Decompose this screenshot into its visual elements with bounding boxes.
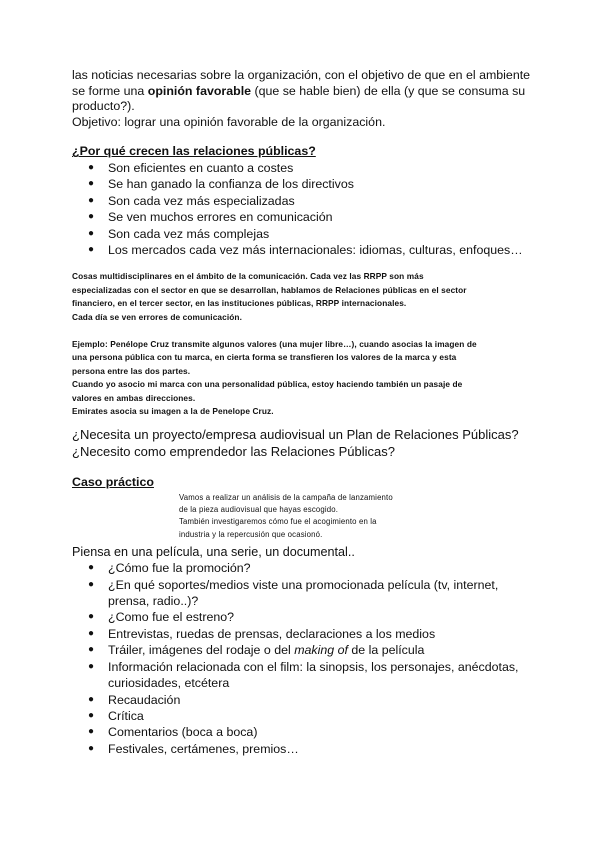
list-item: ● ¿Como fue el estreno? xyxy=(88,610,235,625)
bullet-icon: ● xyxy=(88,227,95,239)
bullet-icon: ● xyxy=(88,211,95,223)
intro-objective: Objetivo: lograr una opinión favorable de la organización. xyxy=(72,114,386,129)
bullet-icon: ● xyxy=(88,627,95,639)
bullet-icon: ● xyxy=(88,244,95,255)
bold-phrase: opinión favorable xyxy=(147,83,252,98)
bullet-icon: ● xyxy=(88,644,95,656)
list-item: ● ¿Cómo fue la promoción? xyxy=(88,561,251,576)
bullet-icon: ● xyxy=(88,178,95,190)
list-item: ● Comentarios (boca a boca) xyxy=(88,725,258,740)
case-bullet-list xyxy=(72,560,532,757)
list-item: ● Son cada vez más complejas xyxy=(88,226,270,241)
list-item: ● Información relacionada con el film: la sinopsis, los personajes, anécdotas, xyxy=(88,659,519,674)
bullet-icon: ● xyxy=(88,562,95,574)
case-caption: Vamos a realizar un análisis de la campaña de lanzamiento de la pieza audiovisual que hayas escogido. También investigaremos cómo fue el acogimiento en la industria y la repercusión que ocasionó. xyxy=(179,492,393,539)
list-item: ● Son eficientes en cuanto a costes xyxy=(88,160,294,175)
bullet-icon: ● xyxy=(88,742,95,754)
bullet-icon: ● xyxy=(88,693,95,705)
list-item: ● Los mercados cada vez más internacionales: idiomas, culturas, enfoques… xyxy=(88,243,523,257)
bullet-icon: ● xyxy=(88,611,95,623)
list-item: ● Recaudación xyxy=(88,692,181,707)
bullet-icon: ● xyxy=(88,578,95,590)
list-item-continuation: prensa, radio..)? xyxy=(108,594,199,609)
section-title-case: Caso práctico xyxy=(72,475,154,490)
intro-line-1: las noticias necesarias sobre la organización, con el objetivo de que en el ambiente xyxy=(72,68,531,82)
bullet-icon: ● xyxy=(88,194,95,206)
list-item: ● Crítica xyxy=(88,708,144,723)
note-multidisciplinary: Cosas multidisciplinares en el ámbito de la comunicación. Cada vez las RRPP son más especializadas con el sector en que se desarrollan, hablamos de Relaciones públicas en el sector financiero, en el tercer sector, en las instituciones públicas, RRPP internacionales. Cada día se ven errores de comunicación. xyxy=(72,271,467,322)
section-title-why: ¿Por qué crecen las relaciones públicas? xyxy=(72,144,316,159)
intro-line-2: se forme una opinión favorable (que se hable bien) de ella (y que se consuma su xyxy=(72,83,526,98)
list-item: ● ¿En qué soportes/medios viste una promocionada película (tv, internet, xyxy=(88,577,499,592)
list-item-continuation: curiosidades, etcétera xyxy=(108,676,230,691)
list-item: ● Festivales, certámenes, premios… xyxy=(88,741,299,756)
note-example: Ejemplo: Penélope Cruz transmite algunos valores (una mujer libre…), cuando asocias la imagen de una persona pública con tu marca, en cierta forma se transfieren los valores de la marca y esta persona entre las dos partes. Cuando yo asocio mi marca con una personalidad pública, estoy haciendo también un pasaje de valores en ambas direcciones. Emirates asocia su imagen a la de Penelope Cruz. xyxy=(72,339,477,417)
document-page xyxy=(72,68,532,757)
bullet-icon: ● xyxy=(88,709,95,721)
list-item: ● Entrevistas, ruedas de prensas, declaraciones a los medios xyxy=(88,626,436,641)
question-2: ¿Necesito como emprendedor las Relaciones Públicas? xyxy=(72,444,395,460)
case-lead: Piensa en una película, una serie, un documental.. xyxy=(72,544,355,559)
bullet-icon: ● xyxy=(88,161,95,173)
list-item: ● Se ven muchos errores en comunicación xyxy=(88,210,333,225)
list-item: ● Tráiler, imágenes del rodaje o del making of de la película xyxy=(88,643,425,658)
list-item: ● Se han ganado la confianza de los directivos xyxy=(88,177,354,192)
list-item: ● Son cada vez más especializadas xyxy=(88,193,295,208)
bullet-icon: ● xyxy=(88,726,95,738)
intro-line-3: producto?). xyxy=(72,99,135,114)
bullet-icon: ● xyxy=(88,660,95,672)
question-1: ¿Necesita un proyecto/empresa audiovisual un Plan de Relaciones Públicas? xyxy=(72,427,519,443)
why-bullet-list xyxy=(72,160,532,258)
